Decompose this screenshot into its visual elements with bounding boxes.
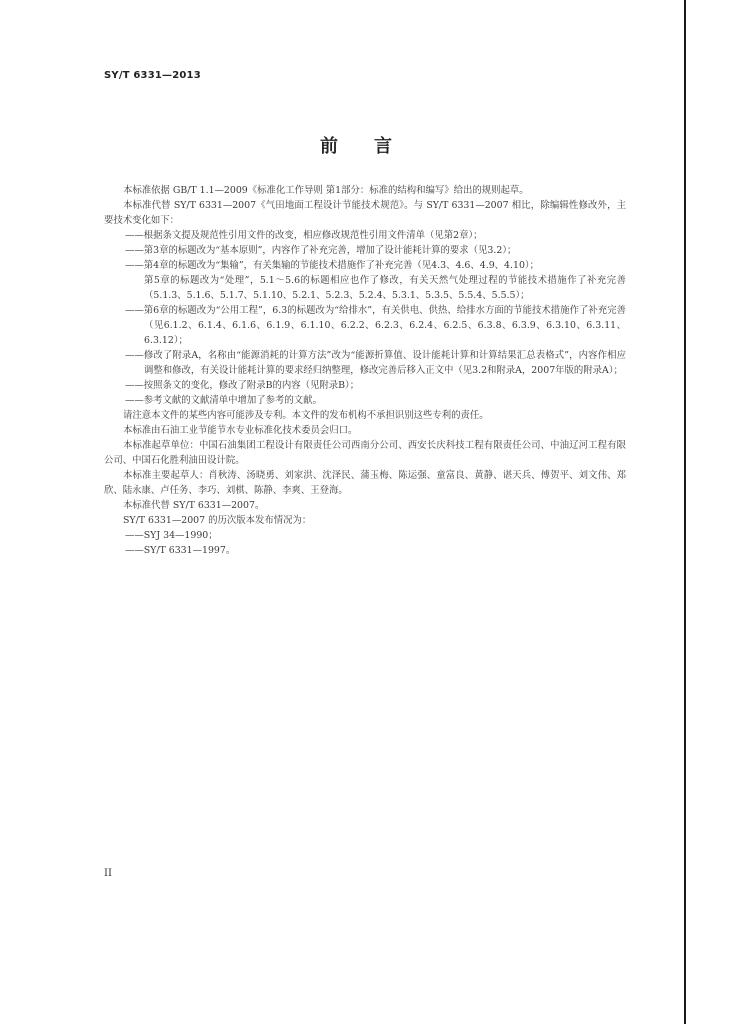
standard-number: SY/T 6331—2013 bbox=[104, 70, 201, 81]
change-item-5: ——第6章的标题改为“公用工程”，6.3的标题改为“给排水”，有关供电、供热、给排水方面的节能技术措施作了补充完善（见6.1.2、6.1.4、6.1.6、6.1.9、6.1.10、6.2.2、6.2.3、6.2.4、6.2.5、6.3.8、6.3.9、6.3.10、6.3.11、6.3.12）； bbox=[125, 305, 626, 346]
history-item-1: ——SYJ 34—1990； bbox=[125, 530, 218, 541]
change-item-4: 第5章的标题改为“处理”，5.1～5.6的标题相应也作了修改，有关天然气处理过程的节能技术措施作了补充完善（5.1.3、5.1.6、5.1.7、5.1.10、5.2.1、5.2.3、5.2.4、5.3.1、5.3.5、5.5.4、5.5.5）； bbox=[144, 275, 626, 301]
change-item-2: ——第3章的标题改为“基本原则”，内容作了补充完善，增加了设计能耗计算的要求（见3.2）； bbox=[125, 245, 517, 256]
scan-edge bbox=[684, 0, 731, 1024]
page-title: 前言 bbox=[320, 136, 428, 157]
paragraph-patent-notice: 请注意本文件的某些内容可能涉及专利。本文件的发布机构不承担识别这些专利的责任。 bbox=[123, 410, 489, 421]
change-item-1: ——根据条文提及规范性引用文件的改变，相应修改规范性引用文件清单（见第2章）； bbox=[125, 230, 483, 241]
paragraph-supersedes: 本标准代替 SY/T 6331—2007。 bbox=[123, 500, 265, 511]
change-item-3: ——第4章的标题改为“集输”，有关集输的节能技术措施作了补充完善（见4.3、4.6、4.9、4.10）； bbox=[125, 260, 539, 271]
paragraph-drafters: 本标准主要起草人：肖秋涛、汤晓勇、刘家洪、沈泽民、蒲玉梅、陈运强、童富良、黄静、谌天兵、傅贺平、刘文伟、郑欣、陆永康、卢任务、李巧、刘棋、陈静、李爽、王登海。 bbox=[104, 470, 626, 496]
paragraph-drafting-units: 本标准起草单位：中国石油集团工程设计有限责任公司西南分公司、西安长庆科技工程有限责任公司、中油辽河工程有限公司、中国石化胜利油田设计院。 bbox=[104, 440, 626, 466]
paragraph-drafting-basis: 本标准依据 GB/T 1.1—2009《标准化工作导则 第1部分：标准的结构和编写》给出的规则起草。 bbox=[123, 185, 529, 196]
page-number: II bbox=[104, 868, 112, 879]
paragraph-history-intro: SY/T 6331—2007 的历次版本发布情况为： bbox=[123, 515, 312, 526]
change-item-7: ——按照条文的变化，修改了附录B的内容（见附录B）； bbox=[125, 380, 360, 391]
change-item-6: ——修改了附录A，名称由“能源消耗的计算方法”改为“能源折算值、设计能耗计算和计算结果汇总表格式”，内容作相应调整和修改，有关设计能耗计算的要求经归纳整理，修改完善后移入正文中（见3.2和附录A，2007年版的附录A）； bbox=[125, 350, 626, 376]
paragraph-replacement: 本标准代替 SY/T 6331—2007《气田地面工程设计节能技术规范》。与 SY/T 6331—2007 相比，除编辑性修改外，主要技术变化如下： bbox=[104, 200, 626, 226]
foreword-body bbox=[104, 183, 626, 558]
change-item-8: ——参考文献的文献清单中增加了参考的文献。 bbox=[125, 395, 322, 406]
paragraph-committee: 本标准由石油工业节能节水专业标准化技术委员会归口。 bbox=[123, 425, 358, 436]
history-item-2: ——SY/T 6331—1997。 bbox=[125, 545, 236, 556]
